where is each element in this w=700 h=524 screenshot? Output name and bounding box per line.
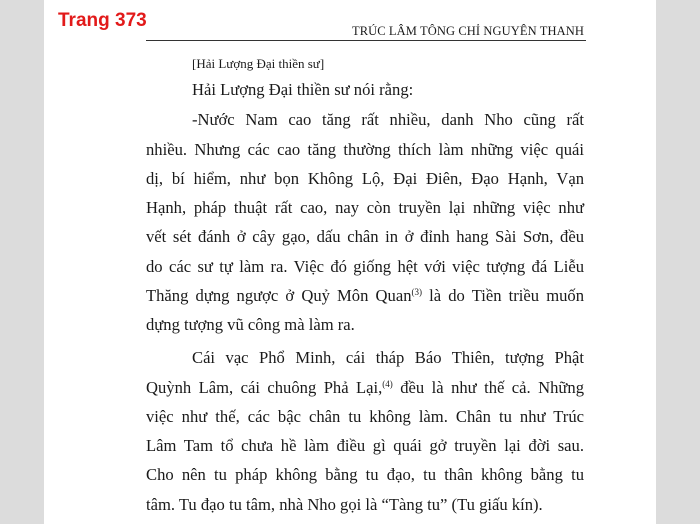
paragraph1-line: -Nước Nam cao tăng rất nhiều, danh Nho cũng rất [192,110,584,129]
header-rule [146,40,586,41]
left-margin [0,0,44,524]
paragraph1-line: nhiều. Nhưng các cao tăng thường thích làm những việc quái [146,140,584,159]
page-label: Trang 373 [58,10,147,31]
text-segment: đều là như thế cả. Những [392,378,585,397]
paragraph2-line-with-note [146,377,584,399]
right-margin [656,0,700,524]
text-segment: Thăng dựng ngược ở Quỷ Môn Quan [146,286,412,305]
paragraph1-line: do các sư tự làm ra. Việc đó giống hệt với việc tượng đá Liễu [146,257,584,276]
footnote-marker: (4) [382,379,393,389]
paragraph1-line: Hạnh, pháp thuật rất cao, nay còn truyền lại những việc như [146,198,584,217]
paragraph1-last-line: dựng tượng vũ công mà làm ra. [146,315,355,334]
paragraph2-line: việc như thế, các bậc chân tu không làm. Chân tu như Trúc [146,407,584,426]
footnote-marker: (3) [411,287,422,297]
paragraph1-line-with-note [146,285,584,307]
paragraph1-line: dị, bí hiểm, như bọn Không Lộ, Đại Điên, Đạo Hạnh, Vạn [146,169,584,188]
text-segment: Quỳnh Lâm, cái chuông Phả Lại, [146,378,383,397]
intro-line: Hải Lượng Đại thiền sư nói rằng: [192,80,414,99]
section-heading: [Hải Lượng Đại thiền sư] [192,56,325,71]
paragraph2-last-line: tâm. Tu đạo tu tâm, nhà Nho gọi là “Tàng tu” (Tu giấu kín). [146,495,543,514]
running-header: TRÚC LÂM TÔNG CHỈ NGUYÊN THANH [351,24,584,38]
text-segment: là do Tiền triều muốn [422,286,584,305]
paragraph2-line: Lâm Tam tổ chưa hề làm điều gì quái gở truyền lại đời sau. [146,436,584,455]
paragraph2-first-line: Cái vạc Phổ Minh, cái tháp Báo Thiên, tượng Phật [192,348,584,367]
paragraph1-line: vết sét đánh ở cây gạo, dấu chân in ở đỉnh hang Sài Sơn, đều [146,227,584,246]
paragraph2-line: Cho nên tu pháp không bằng tu đạo, tu thân không bằng tu [146,465,584,484]
